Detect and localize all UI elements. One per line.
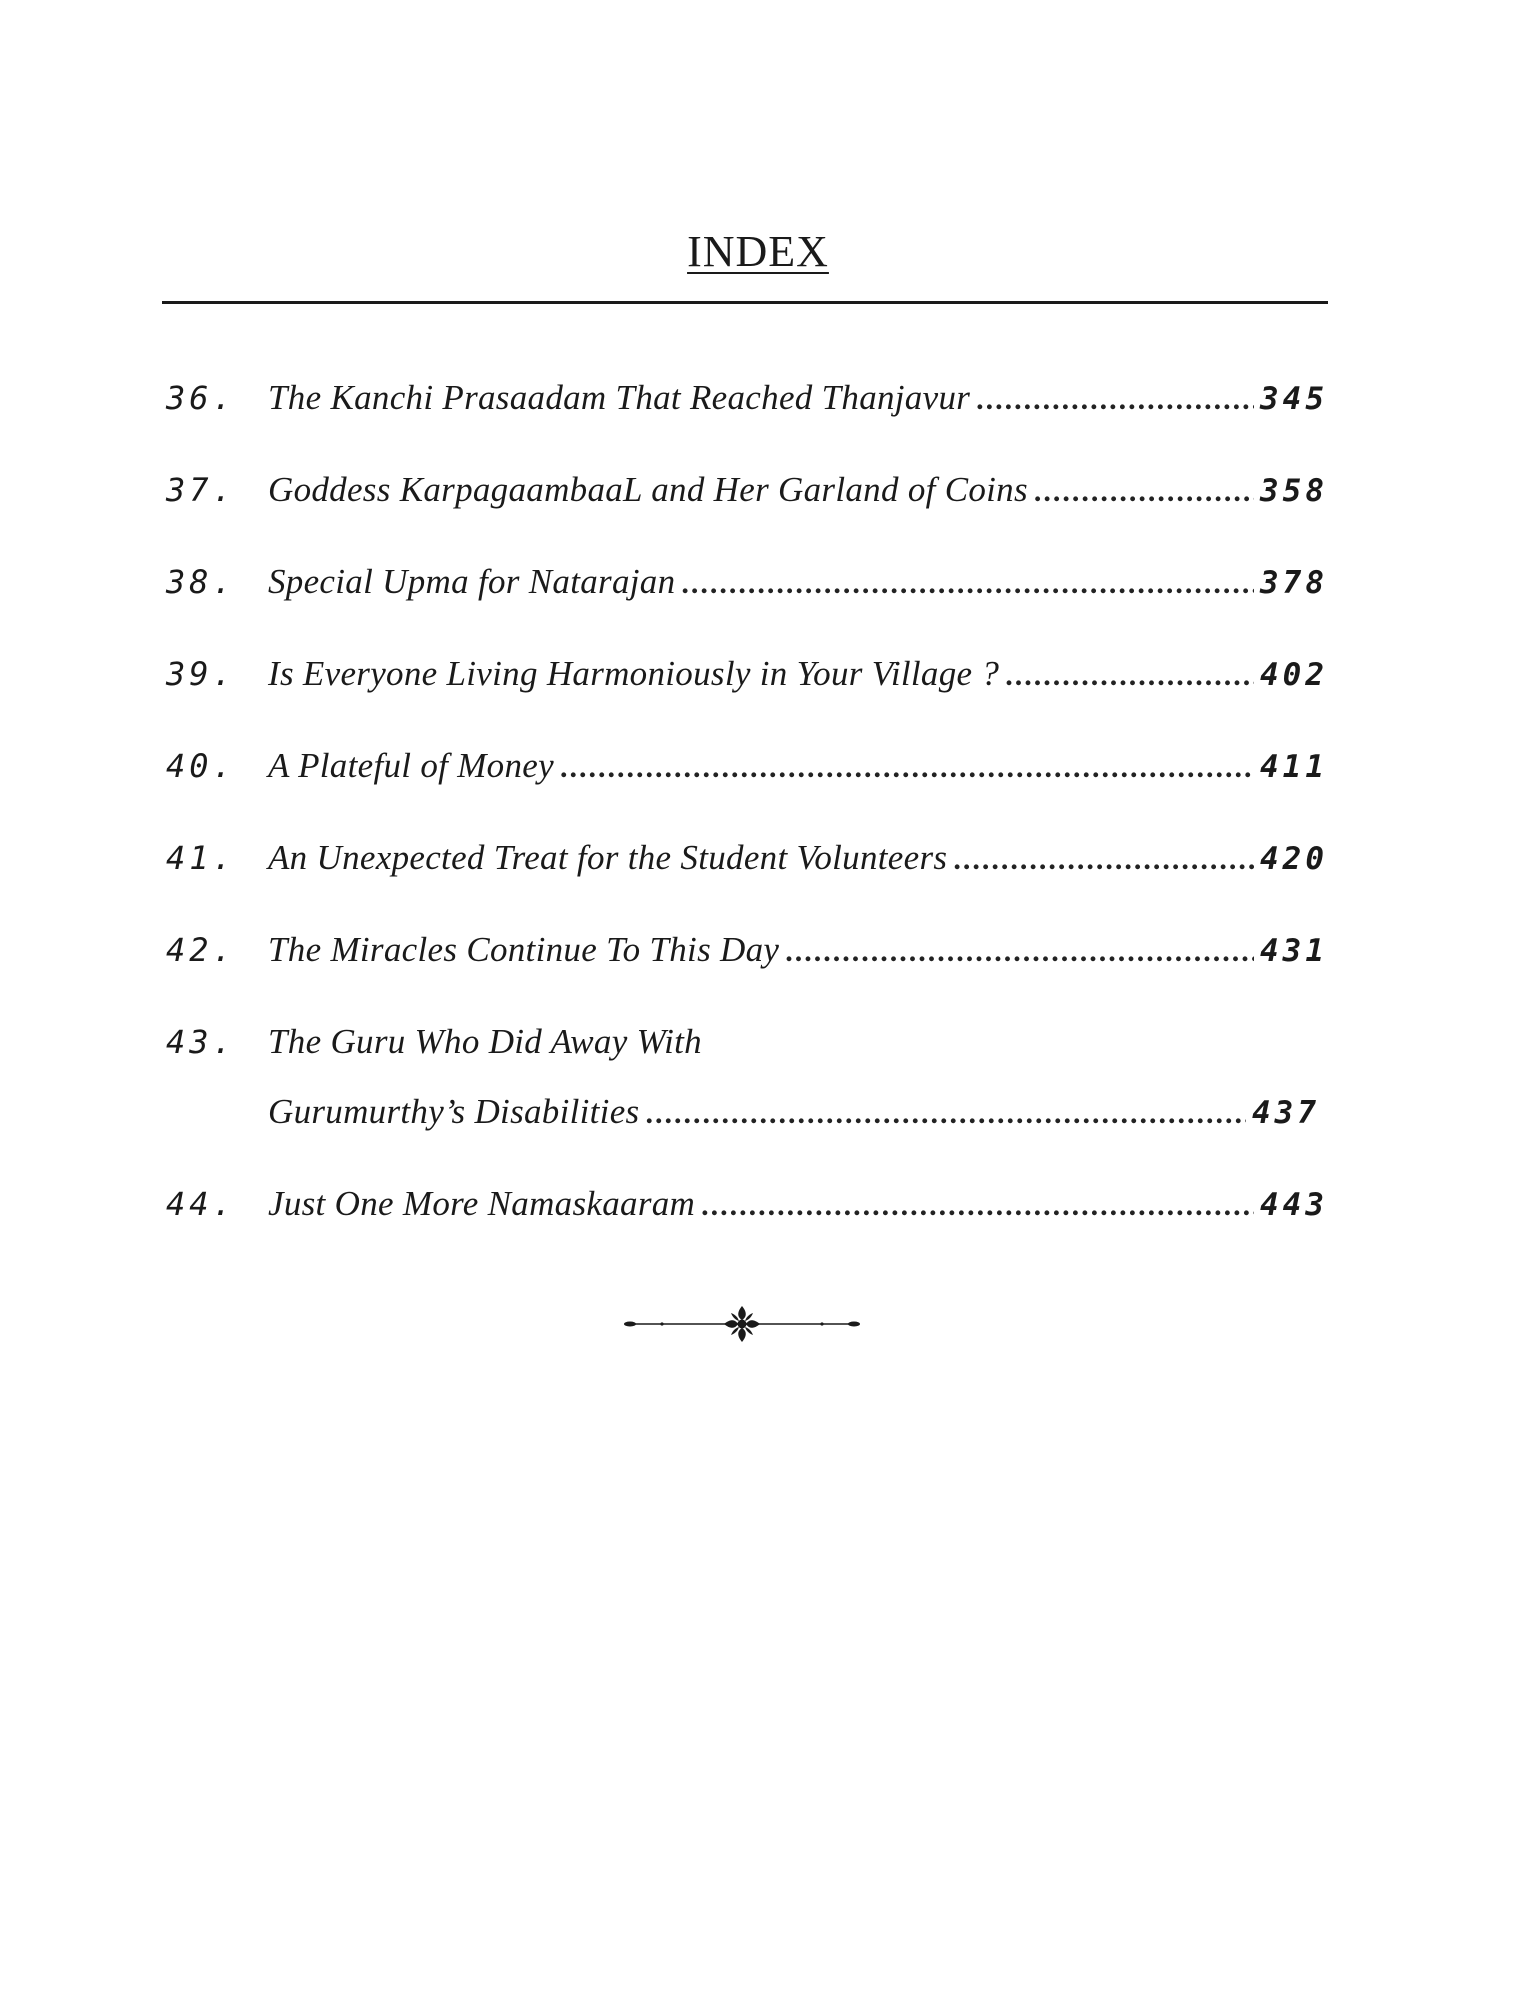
dot-leader [645,1089,1246,1139]
entry-number: 38. [166,563,236,601]
entry-line [268,925,1328,975]
entry-line [268,1087,1320,1137]
toc-entry-continuation[interactable] [162,1087,1328,1137]
page-title-text: INDEX [687,227,829,276]
entry-title: The Miracles Continue To This Day [268,930,780,969]
entry-number: 43. [166,1023,236,1061]
entry-number: 40. [166,747,236,785]
entry-page-number: 411 [1260,749,1328,785]
toc-entry[interactable] [162,1179,1328,1229]
entry-title: Goddess KarpagaambaaL and Her Garland of Coins [268,470,1028,509]
entry-page-number: 443 [1260,1187,1328,1223]
entry-title: The Kanchi Prasaadam That Reached Thanjavur [268,378,971,417]
toc-entry[interactable] [162,373,1328,423]
page-title [0,226,1516,277]
dot-leader [976,375,1254,425]
toc-entry[interactable] [162,649,1328,699]
entry-title: An Unexpected Treat for the Student Volunteers [268,838,948,877]
dot-leader [701,1181,1254,1231]
entry-page-number: 402 [1260,657,1328,693]
dot-leader [1034,467,1254,517]
dot-leader [785,927,1254,977]
entry-page-number: 378 [1260,565,1328,601]
entry-line [268,557,1328,607]
toc-entry[interactable] [162,741,1328,791]
dot-leader [681,559,1254,609]
entry-title: Just One More Namaskaaram [268,1184,696,1223]
entry-page-number: 431 [1260,933,1328,969]
entry-title-line-1: The Guru Who Did Away With [268,1022,702,1061]
entry-page-number: 358 [1260,473,1328,509]
entry-line [268,1017,702,1067]
entry-line [268,833,1328,883]
toc-entry[interactable] [162,465,1328,515]
entry-title: Is Everyone Living Harmoniously in Your Village ? [268,654,1000,693]
entry-number: 39. [166,655,236,693]
toc-entry[interactable] [162,1017,1328,1067]
entry-page-number: 437 [1252,1095,1320,1131]
entry-page-number: 420 [1260,841,1328,877]
toc-entry[interactable] [162,833,1328,883]
dot-leader [1005,651,1254,701]
entry-line [268,1179,1328,1229]
dot-leader [953,835,1254,885]
entry-line [268,465,1328,515]
fleuron-ornament-icon [622,1302,862,1346]
entry-number: 36. [166,379,236,417]
entry-line [268,373,1328,423]
dot-leader [560,743,1254,793]
entry-number: 44. [166,1185,236,1223]
title-underline-rule [162,301,1328,304]
entry-page-number: 345 [1260,381,1328,417]
entry-number: 37. [166,471,236,509]
toc-entry[interactable] [162,925,1328,975]
entry-title-line-2: Gurumurthy’s Disabilities [268,1092,640,1131]
entry-title: Special Upma for Natarajan [268,562,676,601]
entry-number: 41. [166,839,236,877]
toc-entry[interactable] [162,557,1328,607]
entry-line [268,649,1328,699]
entry-number: 42. [166,931,236,969]
entry-title: A Plateful of Money [268,746,554,785]
entry-line [268,741,1328,791]
